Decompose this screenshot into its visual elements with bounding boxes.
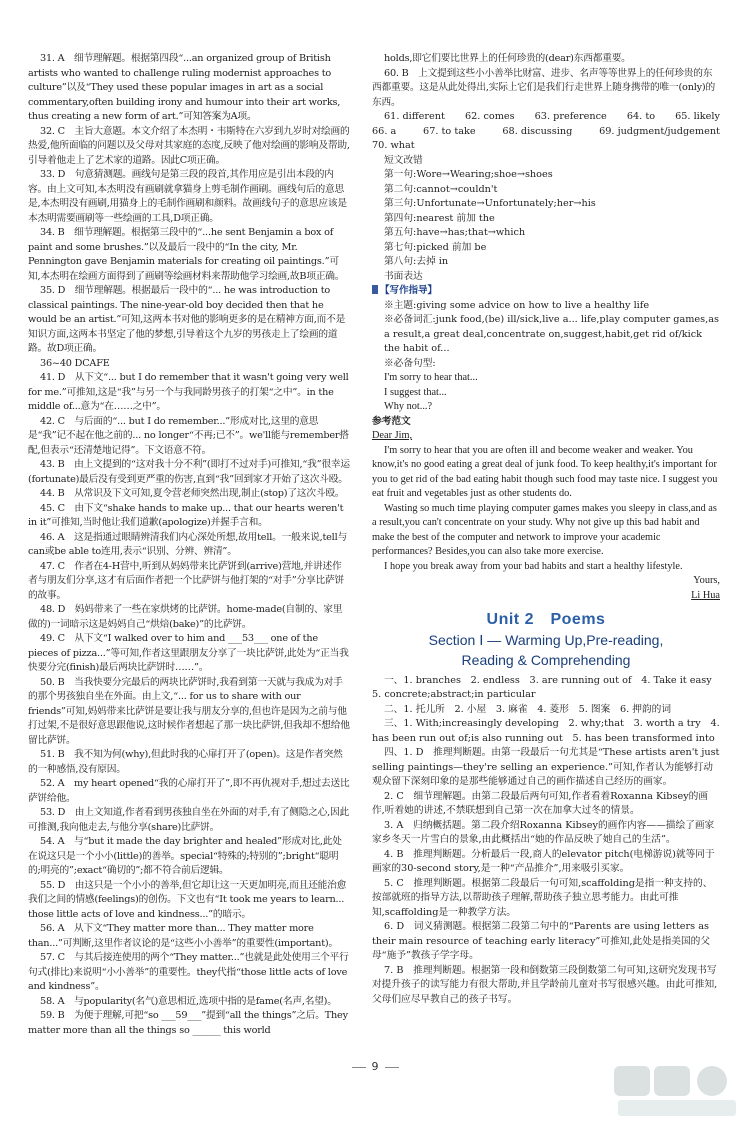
answer-explanation: 32. C 主旨大意题。本文介绍了本杰明・韦斯特在六岁到九岁时对绘画的热爱,他所面临的问题以及父母对其家庭的态度,反映了他对绘画的影响及帮助,引导着他走上了艺术家的道路。因此C项正确。 [28, 125, 350, 166]
correction-item: 第一句:Wore→Wearing;shoe→shoes [384, 169, 553, 180]
section-item: 四、1. D 推理判断题。由第一段最后一句尤其是“These artists aren't just selling paintings—they're selling an experience.”可知,作者认为能够打动观众留下深刻印象的是那些能够通过自己的画作描述自己经历的画家。 [372, 747, 720, 787]
answer-explanation: 50. B 当我快要分完最后的两块比萨饼时,我看到第一天就与我成为对手的那个男孩独自坐在外面。由上文,“... for us to share with our friends”可知,妈妈带来比萨饼是要让我与朋友分享的,但也许是因为之前与他打过架,不是很好意思跟他说,这时候作者想起了那一块比萨饼,但我却不想给他留比萨饼。 [28, 676, 350, 746]
answer-explanation: 54. A 与“but it made the day brighter and healed”形成对比,此处在说这只是一个小小(little)的善举。special“特殊的;特别的”;bright“聪明的;明亮的”;exact“确切的”;都不符合前后逻辑。 [28, 836, 342, 876]
section-answers [372, 674, 720, 1008]
unit-title: Unit 2 Poems [486, 611, 606, 628]
answer-69: 69. judgment/judgement [599, 125, 720, 137]
answer-59-continued: holds,即它们要比世界上的任何珍贵的(dear)东西都重要。 [384, 53, 631, 64]
answer-explanation: 58. A 与popularity(名气)意思相近,选项中指的是fame(名声,名望)。 [40, 995, 337, 1007]
answer-explanation: 42. C 与后面的“... but I do remember...”形成对比,这里的意思是“我”记不起在他之前的... no longer“不再;已不”。we'll能与remember搭配,但表示“还清楚地记得”。下文语意不符。 [28, 415, 349, 456]
section-marker-icon [372, 285, 378, 294]
section-item: 二、1. 托儿所 2. 小屋 3. 麻雀 4. 菱形 5. 图案 6. 押韵的词 [384, 703, 672, 715]
answer-70: 70. what [372, 140, 415, 151]
answer-explanation: 33. D 句意猜测题。画线句是第三段的段首,其作用应是引出本段的内容。由上文可知,本杰明没有画刷就拿猫身上剪毛制作画刷。画线句后的意思是,本杰明没有画刷,用猫身上的毛制作画刷和颜料。故画线句子的意思应该是本杰明需要画刷等一些绘画的工具,D项正确。 [28, 169, 347, 224]
left-column [28, 52, 350, 1038]
answer-explanation: 43. B 由上文提到的“这对我十分不利”(即打不过对手)可推知,“我”很幸运(fortunate)最后没有受到更严重的伤害,直到“我”回到家才开始了这次斗殴。 [28, 459, 350, 485]
answer-explanation: 55. D 由这只是一个小小的善举,但它却让这一天更加明亮,而且还能治愈我们之间的情感(feelings)的创伤。下文也有“It took me years to learn... those little acts of love and kindness...”的暗示。 [28, 879, 347, 920]
section-item: 5. C 推理判断题。根据第二段最后一句可知,scaffolding是指一种支持的、按部就班的指导方法,以帮助孩子理解,帮助孩子独立思考能力。由此可推知,scaffolding是一种教学方法。 [372, 877, 713, 918]
watermark-logo [612, 1062, 742, 1120]
correction-item: 第二句:cannot→couldn't [384, 183, 498, 195]
model-paragraph: Wasting so much time playing computer games makes you sleepy in class,and as a result,you can't concentrate on your study. Why not give up this bad habit and make the best of the computer and network to improve your academic performances? Besides,you can also take more exercise. [372, 502, 717, 557]
writing-title: 书面表达 [384, 270, 423, 282]
guide-item: I'm sorry to hear that... [384, 372, 478, 383]
correction-list [372, 168, 720, 270]
answer-explanation: 59. B 为便于理解,可把“so ___59___”提到“all the things”之后。They matter more than all the things so ______ this world [28, 1010, 348, 1036]
answer-63: 63. preference [534, 111, 607, 122]
answer-explanation: 31. A 细节理解题。根据第四段“...an organized group of British artists who wanted to challenge ruling modernist approaches to culture”以及“They used these popular images in art as a social commentary,often building irony and humour into their art works, thus creating a new form of art.”可知答案为A项。 [28, 53, 341, 122]
model-label: 参考范文 [372, 415, 411, 427]
answer-explanation: 47. C 作者在4-H营中,听到从妈妈带来比萨饼到(arrive)营地,并讲述作者与朋友们分享,这才有后面作者把一个比萨饼与他打架的“对手”分享比萨饼的故事。 [28, 560, 344, 601]
correction-item: 第三句:Unfortunate→Unfortunately;her→his [384, 198, 596, 209]
answer-explanation: 46. A 这是指通过眼睛辨清我们内心深处所想,故用tell。一般来说,tell与can或be able to连用,表示“识别、分辨、辨清”。 [28, 531, 347, 557]
model-paragraph: I hope you break away from your bad habits and start a healthy lifestyle. [384, 560, 683, 572]
section-item: 2. C 细节理解题。由第二段最后两句可知,作者看着Roxanna Kibsey的画作,听着她的讲述,不禁联想到自己第一次在加拿大过冬的情景。 [372, 790, 709, 816]
answer-62: 62. comes [464, 111, 515, 122]
answer-explanation: 35. D 细节理解题。根据最后一段中的“... he was introduction to classical paintings. The nine-year-old boy decided then that he would be an artist.”可知,这两本书对他的影响更多的是在精神方面,而不是知识方面,这两本书坚定了他的梦想,引导着这个九岁的男孩走上了绘画的道路。故D项正确。 [28, 285, 346, 354]
answer-explanation: 34. B 细节理解题。根据第三段中的“...he sent Benjamin a box of paint and some brushes.”以及最后一段中的“In the city, Mr. Pennington gave Benjamin materials for creating oil paintings.”可知,本杰明在绘画方面得到了画刷等绘画材料来帮助他学习绘画,故B项正确。 [28, 227, 345, 282]
answer-explanation: 57. C 与其后接连使用的两个“They matter...”也就是此处使用三个平行句式(排比)来说明“小小善举”的重要性。they代指“those little acts of love and kindness”。 [28, 952, 349, 992]
section-item: 3. A 归纳概括题。第二段介绍Roxanna Kibsey的画作内容——描绘了画家家乡冬天一片雪白的景象,由此概括出“她的作品反映了她自己的生活”。 [372, 819, 715, 845]
answer-60: 60. B 上文提到这些小小善举比财富、进步、名声等等世界上的任何珍贵的东西都重要。这是从此处得出,实际上它们是我们行走世界上随身携带的唯一(only)的东西。 [372, 67, 715, 108]
guide-item: ※必备词汇:junk food,(be) ill/sick,live a... life,play computer games,as a result,a great deal,concentrate on,suggest,habit,get rid of/kick the habit of... [384, 314, 719, 354]
answer-61: 61. different [384, 111, 445, 122]
answer-explanation: 44. B 从常识及下文可知,夏令营老师突然出现,制止(stop)了这次斗殴。 [40, 488, 345, 499]
watermark-icon [612, 1062, 742, 1120]
section-item: 7. B 推理判断题。根据第一段和倒数第三段倒数第二句可知,这研究发现书写对提升孩子的读写能力有很大帮助,并且学龄前儿童对书写很感兴趣。由此可推知,父母们应尽早教自己的孩子书写。 [372, 964, 718, 1005]
answer-explanation: 48. D 妈妈带来了一些在家烘烤的比萨饼。home-made(自制的、家里做的)一词暗示这是妈妈自己“烘焙(bake)”的比萨饼。 [28, 604, 343, 630]
model-sign-yours: Yours, [693, 575, 720, 586]
answer-explanation: 51. B 我不知为何(why),但此时我的心扉打开了(open)。这是作者突然的一种感悟,没有原因。 [28, 749, 343, 775]
guide-item: Why not...? [384, 401, 433, 412]
answer-explanation: 52. A my heart opened“我的心扉打开了”,即不再仇视对手,想过去送比萨饼给他。 [28, 778, 350, 804]
correction-item: 第五句:have→has;that→which [384, 227, 526, 238]
writing-guide-label: 【写作指导】 [372, 284, 720, 299]
guide-item: ※必备句型: [384, 357, 436, 369]
answer-64: 64. to [626, 111, 656, 122]
answer-explanation: 56. A 从下文“They matter more than... They matter more than...”可判断,这里作者议论的是“这些小小善举”的重要性(important)。 [28, 923, 338, 949]
model-essay [372, 429, 720, 603]
correction-title: 短文改错 [384, 154, 423, 166]
answers-61-65 [372, 110, 720, 125]
answer-explanation: 41. D 从下文“... but I do remember that it wasn't going very well for me.”可推知,这是“我”与另一个与我同龄男孩子的打架“之中”。in the middle of...意为“在……之中”。 [28, 372, 349, 412]
answer-explanation: 53. D 由上文知道,作者看到男孩独自坐在外面的对手,有了侧隐之心,因此可推测,我向他走去,与他分享(share)比萨饼。 [28, 807, 350, 833]
answer-66: 66. a [372, 125, 397, 137]
guide-item: ※主题:giving some advice on how to live a healthy life [384, 299, 650, 311]
model-sign-name: Li Hua [691, 589, 720, 601]
right-column [372, 52, 720, 1007]
writing-guide [372, 299, 720, 415]
section-item: 6. D 词义猜测题。根据第二段第二句中的“Parents are using letters as their main resource of teaching early literacy”可推知,此处是指美国的父母“施予”教孩子学字母。 [372, 921, 711, 961]
page-number: 9 [0, 1060, 750, 1073]
model-greeting: Dear Jim, [372, 430, 413, 441]
correction-item: 第八句:去掉 in [384, 256, 449, 267]
guide-item: I suggest that... [384, 386, 447, 398]
answer-explanation: 49. C 从下文“I walked over to him and ___53___ one of the pieces of pizza...”等可知,作者这里跟朋友分享了一块比萨饼,此处为“正当我快要分完(finish)最后两块比萨饼时……”。 [28, 633, 349, 673]
answer-65: 65. likely [675, 111, 720, 122]
answer-explanation: 45. C 由下文“shake hands to make up... that our hearts weren't in it”可推知,当时他让我们道歉(apologize)并握手言和。 [28, 502, 344, 528]
correction-item: 第四句:nearest 前加 the [384, 212, 495, 224]
section-item: 三、1. With;increasingly developing 2. why;that 3. worth a try 4. has been run out of;is also running out 5. has been transformed into [372, 718, 720, 744]
answer-67: 67. to take [423, 125, 476, 137]
section-title: Section Ⅰ — Warming Up,Pre-reading, Reading & Comprehending [428, 631, 664, 668]
answer-explanation: 36~40 DCAFE [40, 357, 110, 369]
answers-66-69 [372, 125, 720, 140]
model-paragraph: I'm sorry to hear that you are often ill and become weaker and weaker. You know,it's no good eating a great deal of junk food. To keep healthy,it's important for you to get rid of the bad eating habit though such food may taste nice. I suggest you eat fruit and vegetables just as other students do. [372, 444, 718, 499]
section-item: 4. B 推理判断题。分析最后一段,商人的elevator pitch(电梯游说)就等同于画家的30-second story,是一种“产品推介”,用来吸引买家。 [372, 848, 715, 874]
correction-item: 第七句:picked 前加 be [384, 241, 487, 253]
answer-68: 68. discussing [502, 125, 573, 137]
section-item: 一、1. branches 2. endless 3. are running out of 4. Take it easy 5. concrete;abstract;in particular [372, 674, 722, 700]
